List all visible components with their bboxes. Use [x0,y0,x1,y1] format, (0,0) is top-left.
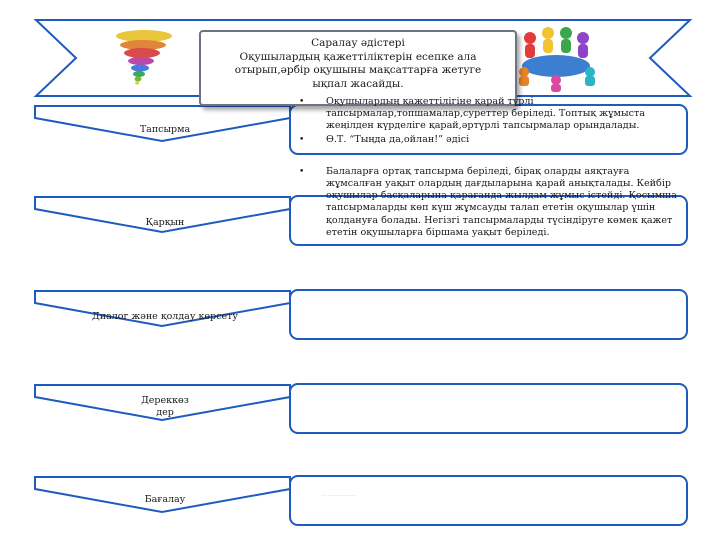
title-line-2: Оқушылардың қажеттіліктерін есепке ала [239,50,477,63]
bullet-text-2: Ө.Т. “Тыңда да,ойлан!” әдісі [326,133,470,145]
row-label-dialogue: Диалог және қолдау көрсету [92,311,238,322]
row-label-pace: Қарқын [145,217,185,228]
row-label-sources-line-1: Дереккөз [141,395,189,406]
title-line-3: отырып,әрбір оқушыны мақсаттарға жетуге [234,64,482,76]
bullet-dot-icon: • [299,134,305,145]
bullet-text-3: Балаларға ортақ тапсырма беріледі, бірақ оларды аяқтауға жұмсалған уақыт олардың дағдыларына қарай анықталады. Кейбір оқушылар басқаларына қарағанда жылдам жұмыс істейді. Қосымша тапсырмаларды көп күш жұмсауды талап ететін оқушылар үшін қолдануға болады. Негізгі тапсырмаларды түсіндіруге көмек қажет ететін оқушыларға біршама уақыт беріледі. [326,165,677,238]
bullet-list [298,96,688,239]
bullet-item [298,166,688,239]
bullet-dot-icon: • [299,166,305,177]
row-label-sources-line-2: дер [156,407,174,418]
title-line-1: Саралау әдістері [311,37,405,49]
row-label-sources [60,395,270,419]
bullet-text-1: Оқушылардың қажеттілігіне қарай түрлі тапсырмалар,топшамалар,суреттер беріледі. Топтық жұмыста жеңілден күрделіге қарай,әртүрлі тапсырмалар орындалады. [326,96,646,132]
bullet-dot-icon: • [299,97,305,107]
tiny-placeholder-text: ······························ [322,493,357,497]
title-line-4: ықпал жасайды. [312,77,404,90]
bullet-item [298,96,688,133]
row-label-task: Тапсырма [139,124,191,135]
title-box [199,30,517,106]
row-label-assessment: Бағалау [144,494,186,505]
bullet-item [298,134,688,146]
